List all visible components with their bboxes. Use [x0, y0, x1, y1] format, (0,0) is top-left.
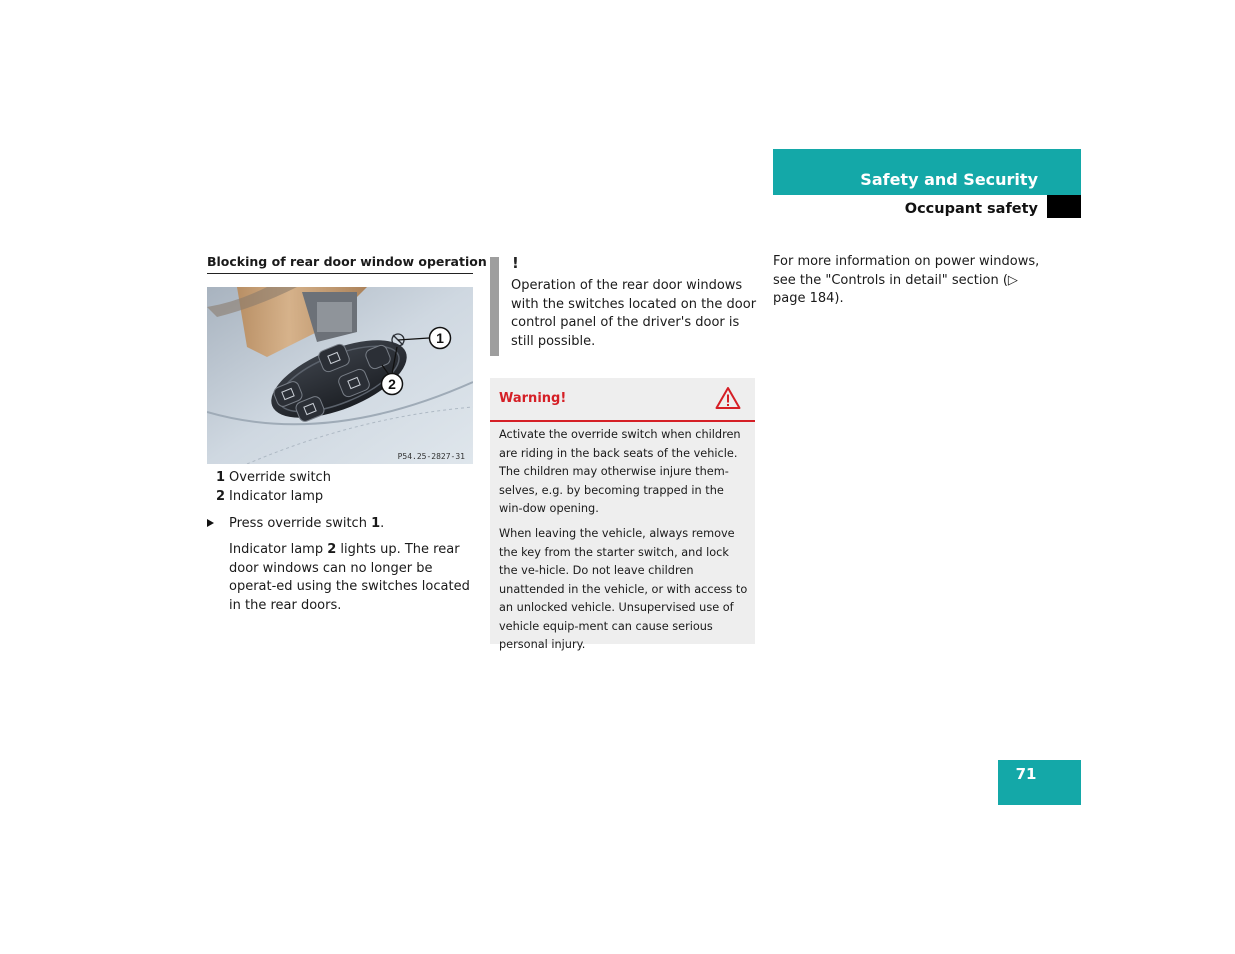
note-sidebar	[490, 257, 499, 356]
step-text-end: .	[380, 516, 385, 531]
legend-text: Indicator lamp	[229, 489, 324, 504]
warning-paragraph-1: Activate the override switch when children are riding in the back seats of the vehicle. The children may otherwise injure them-selves, e.g. by becoming trapped in the win-dow opening.	[499, 428, 741, 515]
svg-text:2: 2	[388, 376, 396, 392]
legend-item-override-switch	[216, 469, 331, 487]
more-info-text: For more information on power windows, see the "Controls in detail" section (▷ page 184).	[773, 254, 1040, 306]
bullet-triangle-icon	[207, 519, 214, 527]
chapter-title: Safety and Security	[860, 170, 1038, 189]
warning-header	[490, 378, 755, 422]
step-result	[229, 541, 479, 616]
result-text-end: lights up. The rear door windows can no longer be operat-ed using the switches located in the rear doors.	[229, 542, 470, 614]
figure-code: P54.25-2827-31	[397, 452, 465, 461]
legend-number: 1	[216, 470, 226, 485]
step-number: 1	[371, 516, 381, 531]
section-title: Occupant safety	[904, 201, 1038, 217]
legend-item-indicator-lamp	[216, 488, 323, 506]
header-marker	[1047, 195, 1081, 218]
legend-text: Override switch	[229, 470, 331, 485]
svg-text:1: 1	[436, 330, 444, 346]
door-switch-figure	[207, 287, 473, 464]
instruction-step	[207, 515, 473, 533]
page-number: 71	[1015, 765, 1037, 783]
warning-paragraph-2: When leaving the vehicle, always remove the key from the starter switch, and lock the ve-hicle. Do not leave children unattended in the vehicle, or with access to an unlocked vehicle. Unsupervised use of vehicle equip-ment can cause serious personal injury.	[499, 527, 748, 651]
result-number: 2	[327, 542, 337, 557]
warning-box	[490, 378, 755, 651]
warning-triangle-icon	[715, 386, 741, 410]
note-text: Operation of the rear door windows with the switches located on the door control panel of the driver's door is still possible.	[511, 278, 757, 350]
warning-label: Warning!	[499, 391, 567, 406]
result-text: Indicator lamp	[229, 542, 328, 557]
subsection-heading: Blocking of rear door window operation	[207, 254, 473, 274]
legend-number: 2	[216, 489, 226, 504]
note-exclamation-icon: !	[512, 254, 519, 272]
door-panel-illustration	[207, 287, 473, 464]
step-text: Press override switch	[229, 516, 372, 531]
